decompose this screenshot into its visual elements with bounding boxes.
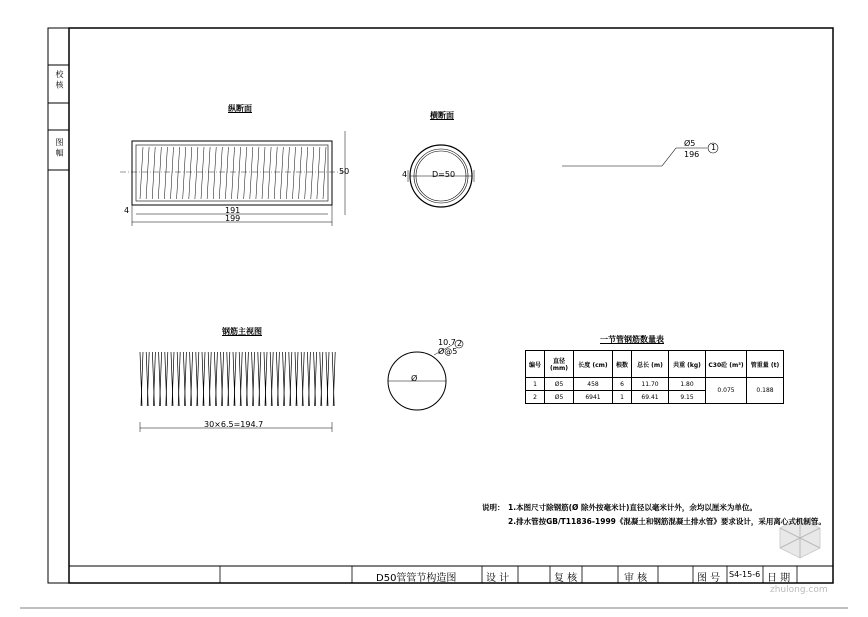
spiral-rebar-line xyxy=(177,147,180,199)
table-title: 一节管钢筋数量表 xyxy=(600,335,664,344)
table-header: C30砼 (m³) xyxy=(706,351,747,378)
spiral-rebar-line xyxy=(280,147,283,199)
table-cell: 2 xyxy=(526,391,545,404)
table-cell: 1.80 xyxy=(669,378,706,391)
table-cell: 1 xyxy=(613,391,632,404)
spiral-rebar-line xyxy=(171,147,174,199)
table-cell: 69.41 xyxy=(632,391,669,404)
sidebar-bottom-label: 图 幅 xyxy=(55,138,64,157)
table-header: 直径 (mm) xyxy=(545,351,574,378)
table-cell: Ø5 xyxy=(545,378,574,391)
cage-title: 钢筋主视图 xyxy=(222,327,262,336)
dim-end-gap: 4 xyxy=(124,206,130,215)
spiral-rebar-line xyxy=(274,147,277,199)
ring-label: Ø xyxy=(411,374,418,383)
spiral-rebar-line xyxy=(195,147,198,199)
spiral-rebar-line xyxy=(189,147,192,199)
table-header: 总长 (m) xyxy=(632,351,669,378)
review-label: 复 核 xyxy=(554,573,578,584)
table-cell: Ø5 xyxy=(545,391,574,404)
spiral-rebar-line xyxy=(293,147,296,199)
dim-cage-spacing: 30×6.5=194.7 xyxy=(204,420,264,429)
rebar-callout: Ø5 xyxy=(684,139,696,148)
spiral-rebar-line xyxy=(225,147,228,199)
table-header: 根数 xyxy=(613,351,632,378)
spiral-rebar-line xyxy=(286,147,289,199)
table-header: 共重 (kg) xyxy=(669,351,706,378)
spiral-rebar-line xyxy=(213,147,216,199)
dim-inner-diameter: D=50 xyxy=(432,170,456,179)
date-label: 日 期 xyxy=(767,573,791,584)
table-cell: 6 xyxy=(613,378,632,391)
spiral-rebar-line xyxy=(219,147,222,199)
table-cell: 11.70 xyxy=(632,378,669,391)
spiral-rebar-line xyxy=(140,147,143,199)
table-header: 长度 (cm) xyxy=(574,351,613,378)
table-cell: 458 xyxy=(574,378,613,391)
table-cell: 6941 xyxy=(574,391,613,404)
spiral-rebar-line xyxy=(207,147,210,199)
drawing-title: D50管管节构造图 xyxy=(376,573,457,584)
spiral-rebar-line xyxy=(311,147,314,199)
spiral-rebar-line xyxy=(164,147,167,199)
spiral-rebar-line xyxy=(250,147,253,199)
spiral-rebar-line xyxy=(244,147,247,199)
table-cell: 9.15 xyxy=(669,391,706,404)
table-header: 管重量 (t) xyxy=(747,351,784,378)
audit-label: 审 核 xyxy=(624,573,648,584)
spiral-rebar-line xyxy=(158,147,161,199)
table-cell: 0.075 xyxy=(706,378,747,404)
notes-line-1: 1.本图尺寸除钢筋(Ø 除外按毫米计)直径以毫米计外，余均以厘米为单位。 xyxy=(508,503,757,512)
spiral-rebar-line xyxy=(256,147,259,199)
longitudinal-title: 纵断面 xyxy=(228,104,252,113)
spiral-rebar-line xyxy=(183,147,186,199)
dim-wall: 4 xyxy=(402,170,408,179)
drawing-no: S4-15-6 xyxy=(729,570,761,579)
table-header: 编号 xyxy=(526,351,545,378)
table-cell: 1 xyxy=(526,378,545,391)
ring-callout-number: 2 xyxy=(457,339,463,348)
spiral-rebar-line xyxy=(299,147,302,199)
spiral-rebar-line xyxy=(152,147,155,199)
watermark-text: zhulong.com xyxy=(770,585,828,595)
spiral-rebar-line xyxy=(262,147,265,199)
ring-callout: 10.7 xyxy=(438,338,456,347)
drawing-no-label: 图 号 xyxy=(697,573,721,584)
dim-inner-length: 191 xyxy=(225,206,241,215)
steel-quantity-table xyxy=(525,350,784,404)
rebar-callout-sub: 196 xyxy=(684,150,700,159)
spiral-rebar-line xyxy=(201,147,204,199)
dim-total-length: 199 xyxy=(225,214,241,223)
spiral-rebar-line xyxy=(305,147,308,199)
spiral-rebar-line xyxy=(146,147,149,199)
ring-callout-sub: Ø@5 xyxy=(438,347,458,356)
spiral-rebar-line xyxy=(268,147,271,199)
sidebar-top-label: 校 核 xyxy=(55,70,64,89)
notes-label: 说明： xyxy=(482,503,505,512)
design-label: 设 计 xyxy=(486,573,510,584)
spiral-rebar-line xyxy=(238,147,241,199)
rebar-callout-number: 1 xyxy=(711,143,717,152)
dim-height: 50 xyxy=(339,167,350,176)
cross-section-title: 横断面 xyxy=(430,111,454,120)
spiral-rebar-line xyxy=(232,147,235,199)
notes-line-2: 2.排水管按GB/T11836-1999《混凝土和钢筋混凝土排水管》要求设计，采用离心式机制管。 xyxy=(508,517,826,526)
spiral-rebar-line xyxy=(323,147,326,199)
spiral-rebar-line xyxy=(317,147,320,199)
table-cell: 0.188 xyxy=(747,378,784,404)
